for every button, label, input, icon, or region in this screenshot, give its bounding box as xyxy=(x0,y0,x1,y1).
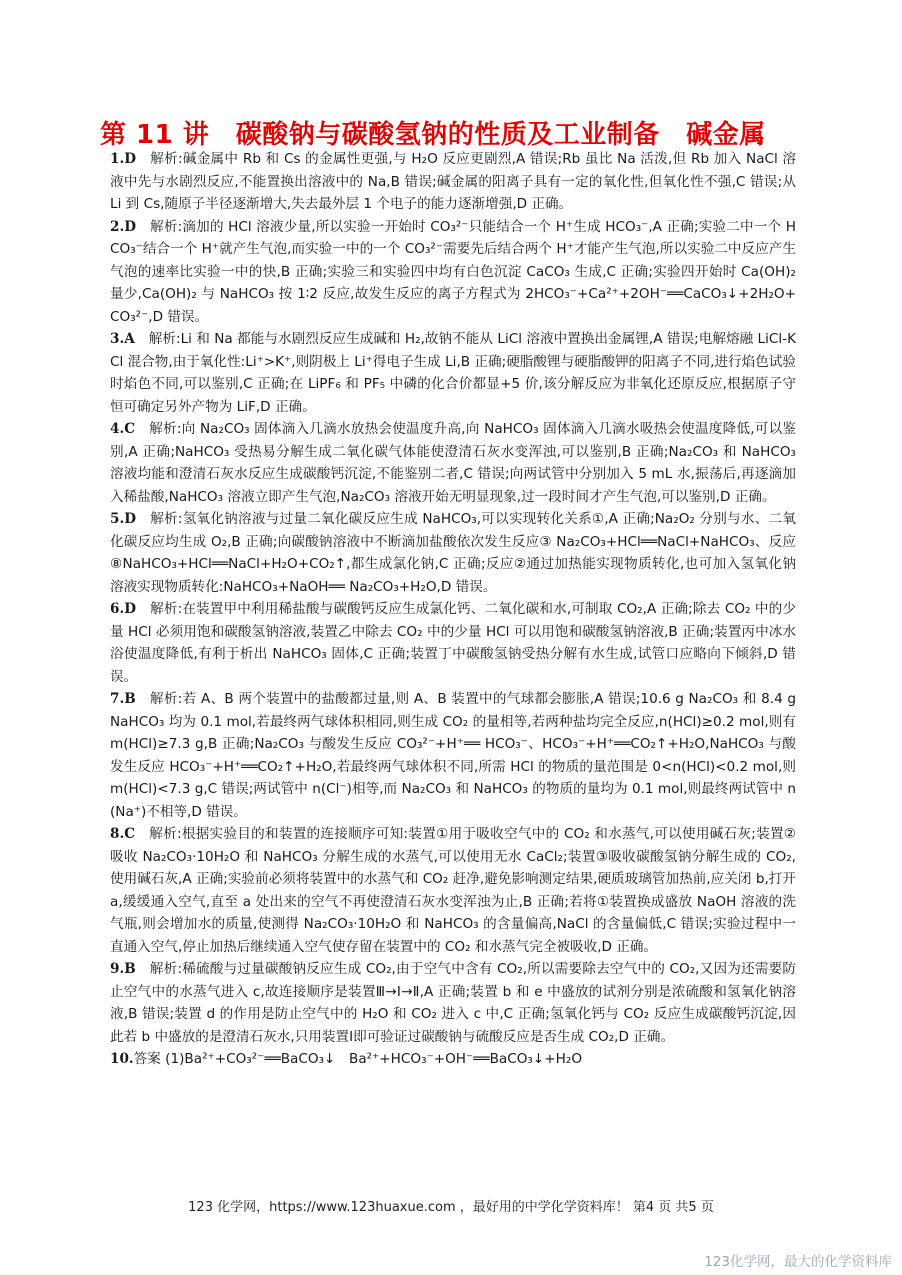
answer-number: 5.D xyxy=(110,511,136,527)
answer-number: 1.D xyxy=(110,151,136,167)
answer-item xyxy=(110,598,796,688)
page-footer: 123 化学网，https://www.123huaxue.com ，最好用的中学化学资料库！ 第4 页 共5 页 xyxy=(188,1200,714,1215)
answer-text: 解析:在装置甲中利用稀盐酸与碳酸钙反应生成氯化钙、二氧化碳和水,可制取 CO₂,A 正确;除去 CO₂ 中的少量 HCl 必须用饱和碳酸氢钠溶液,装置乙中除去 CO₂ 中的少量 HCl 可以用饱和碳酸氢钠溶液,B 正确;装置丙中冰水浴使温度降低,有利于析出 NaHCO₃ 固体,C 正确;装置丁中碳酸氢钠受热分解有水生成,试管口应略向下倾斜,D 错误。 xyxy=(110,601,796,685)
answer-item xyxy=(110,1048,796,1071)
answer-text: 解析:Li 和 Na 都能与水剧烈反应生成碱和 H₂,故钠不能从 LiCl 溶液中置换出金属锂,A 错误;电解熔融 LiCl-KCl 混合物,由于氧化性:Li⁺>K⁺,则阴极上 Li⁺得电子生成 Li,B 正确;硬脂酸锂与硬脂酸钾的阳离子不同,进行焰色试验时焰色不同,可以鉴别,C 正确;在 LiPF₆ 和 PF₅ 中磷的化合价都显+5 价,该分解反应为非氧化还原反应,根据原子守恒可确定另外产物为 LiF,D 正确。 xyxy=(110,331,796,415)
page-title: 第 11 讲 碳酸钠与碳酸氢钠的性质及工业制备 碱金属 xyxy=(100,120,766,150)
answer-text: 解析:若 A、B 两个装置中的盐酸都过量,则 A、B 装置中的气球都会膨胀,A 错误;10.6 g Na₂CO₃ 和 8.4 g NaHCO₃ 均为 0.1 mol,若最终两气球体积相同,则生成 CO₂ 的量相等,若两种盐均完全反应,n(HCl)≥0.2 mol,则有 m(HCl)≥7.3 g,B 正确;Na₂CO₃ 与酸发生反应 CO₃²⁻+H⁺══ HCO₃⁻、HCO₃⁻+H⁺══CO₂↑+H₂O,NaHCO₃ 与酸发生反应 HCO₃⁻+H⁺══CO₂↑+H₂O,若最终两气球体积不同,所需 HCl 的物质的量范围是 0<n(HCl)<0.2 mol,则 m(HCl)<7.3 g,C 错误;两试管中 n(Cl⁻)相等,而 Na₂CO₃ 和 NaHCO₃ 的物质的量均为 0.1 mol,则最终两试管中 n(Na⁺)不相等,D 错误。 xyxy=(110,691,796,820)
site-watermark: 123化学网，最大的化学资料库 xyxy=(704,1254,892,1270)
answer-text: 解析:根据实验目的和装置的连接顺序可知:装置①用于吸收空气中的 CO₂ 和水蒸气,可以使用碱石灰;装置②吸收 Na₂CO₃·10H₂O 和 NaHCO₃ 分解生成的水蒸气,可以使用无水 CaCl₂;装置③吸收碳酸氢钠分解生成的 CO₂,使用碱石灰,A 正确;实验前必须将装置中的水蒸气和 CO₂ 赶净,避免影响测定结果,硬质玻璃管加热前,应关闭 b,打开 a,缓缓通入空气,直至 a 处出来的空气不再使澄清石灰水变浑浊为止,B 正确;若将①装置换成盛放 NaOH 溶液的洗气瓶,则会增加水的质量,使测得 Na₂CO₃·10H₂O 和 NaHCO₃ 的含量偏高,NaCl 的含量偏低,C 错误;实验过程中一直通入空气,停止加热后继续通入空气使存留在装置中的 CO₂ 和水蒸气完全被吸收,D 正确。 xyxy=(110,826,796,955)
answer-item xyxy=(110,823,796,958)
answer-number: 3.A xyxy=(110,331,135,347)
answer-text: 答案 (1)Ba²⁺+CO₃²⁻══BaCO₃↓ Ba²⁺+HCO₃⁻+OH⁻══BaCO₃↓+H₂O xyxy=(133,1051,583,1067)
answer-number: 9.B xyxy=(110,961,136,977)
answer-text: 解析:碱金属中 Rb 和 Cs 的金属性更强,与 H₂O 反应更剧烈,A 错误;Rb 虽比 Na 活泼,但 Rb 加入 NaCl 溶液中先与水剧烈反应,不能置换出溶液中的 Na,B 错误;碱金属的阳离子具有一定的氧化性,但氧化性不强,C 错误;从 Li 到 Cs,随原子半径逐渐增大,失去最外层 1 个电子的能力逐渐增强,D 正确。 xyxy=(110,151,796,212)
answer-number: 4.C xyxy=(110,421,136,437)
answer-item xyxy=(110,328,796,418)
answer-number: 10. xyxy=(110,1051,134,1067)
answer-text: 解析:滴加的 HCl 溶液少量,所以实验一开始时 CO₃²⁻只能结合一个 H⁺生成 HCO₃⁻,A 正确;实验二中一个 HCO₃⁻结合一个 H⁺就产生气泡,而实验一中的一个 CO₃²⁻需要先后结合两个 H⁺才能产生气泡,所以实验二中反应产生气泡的速率比实验一中的快,B 正确;实验三和实验四中均有白色沉淀 CaCO₃ 生成,C 正确;实验四开始时 Ca(OH)₂ 量少,Ca(OH)₂ 与 NaHCO₃ 按 1∶2 反应,故发生反应的离子方程式为 2HCO₃⁻+Ca²⁺+2OH⁻══CaCO₃↓+2H₂O+CO₃²⁻,D 错误。 xyxy=(110,218,796,325)
answer-text: 解析:稀硫酸与过量碳酸钠反应生成 CO₂,由于空气中含有 CO₂,所以需要除去空气中的 CO₂,又因为还需要防止空气中的水蒸气进入 c,故连接顺序是装置Ⅲ→Ⅰ→Ⅱ,A 正确;装置 b 和 e 中盛放的试剂分别是浓硫酸和氢氧化钠溶液,B 错误;装置 d 的作用是防止空气中的 H₂O 和 CO₂ 进入 c 中,C 正确;氢氧化钙与 CO₂ 反应生成碳酸钙沉淀,因此若 b 中盛放的是澄清石灰水,只用装置Ⅰ即可验证过碳酸钠与硫酸反应是否生成 CO₂,D 正确。 xyxy=(110,961,796,1045)
answer-item xyxy=(110,216,796,329)
answer-item xyxy=(110,508,796,598)
answer-item xyxy=(110,148,796,216)
answer-number: 7.B xyxy=(110,691,136,707)
answer-list xyxy=(110,148,796,1071)
answer-item xyxy=(110,688,796,823)
answer-number: 2.D xyxy=(110,218,136,235)
answer-number: 6.D xyxy=(110,601,136,617)
answer-item xyxy=(110,418,796,508)
answer-text: 解析:氢氧化钠溶液与过量二氧化碳反应生成 NaHCO₃,可以实现转化关系①,A 正确;Na₂O₂ 分别与水、二氧化碳反应均生成 O₂,B 正确;向碳酸钠溶液中不断滴加盐酸依次发生反应③ Na₂CO₃+HCl══NaCl+NaHCO₃、反应⑧NaHCO₃+HCl══NaCl+H₂O+CO₂↑,都生成氯化钠,C 正确;反应②通过加热能实现物质转化,也可加入氢氧化钠溶液实现物质转化:NaHCO₃+NaOH══ Na₂CO₃+H₂O,D 错误。 xyxy=(110,511,796,595)
answer-number: 8.C xyxy=(110,826,136,842)
answer-text: 解析:向 Na₂CO₃ 固体滴入几滴水放热会使温度升高,向 NaHCO₃ 固体滴入几滴水吸热会使温度降低,可以鉴别,A 正确;NaHCO₃ 受热易分解生成二氧化碳气体能使澄清石灰水变浑浊,可以鉴别,B 正确;Na₂CO₃ 和 NaHCO₃ 溶液均能和澄清石灰水反应生成碳酸钙沉淀,不能鉴别二者,C 错误;向两试管中分别加入 5 mL 水,振荡后,再逐滴加入稀盐酸,NaHCO₃ 溶液立即产生气泡,Na₂CO₃ 溶液开始无明显现象,过一段时间才产生气泡,可以鉴别,D 正确。 xyxy=(110,421,796,505)
answer-item xyxy=(110,958,796,1048)
